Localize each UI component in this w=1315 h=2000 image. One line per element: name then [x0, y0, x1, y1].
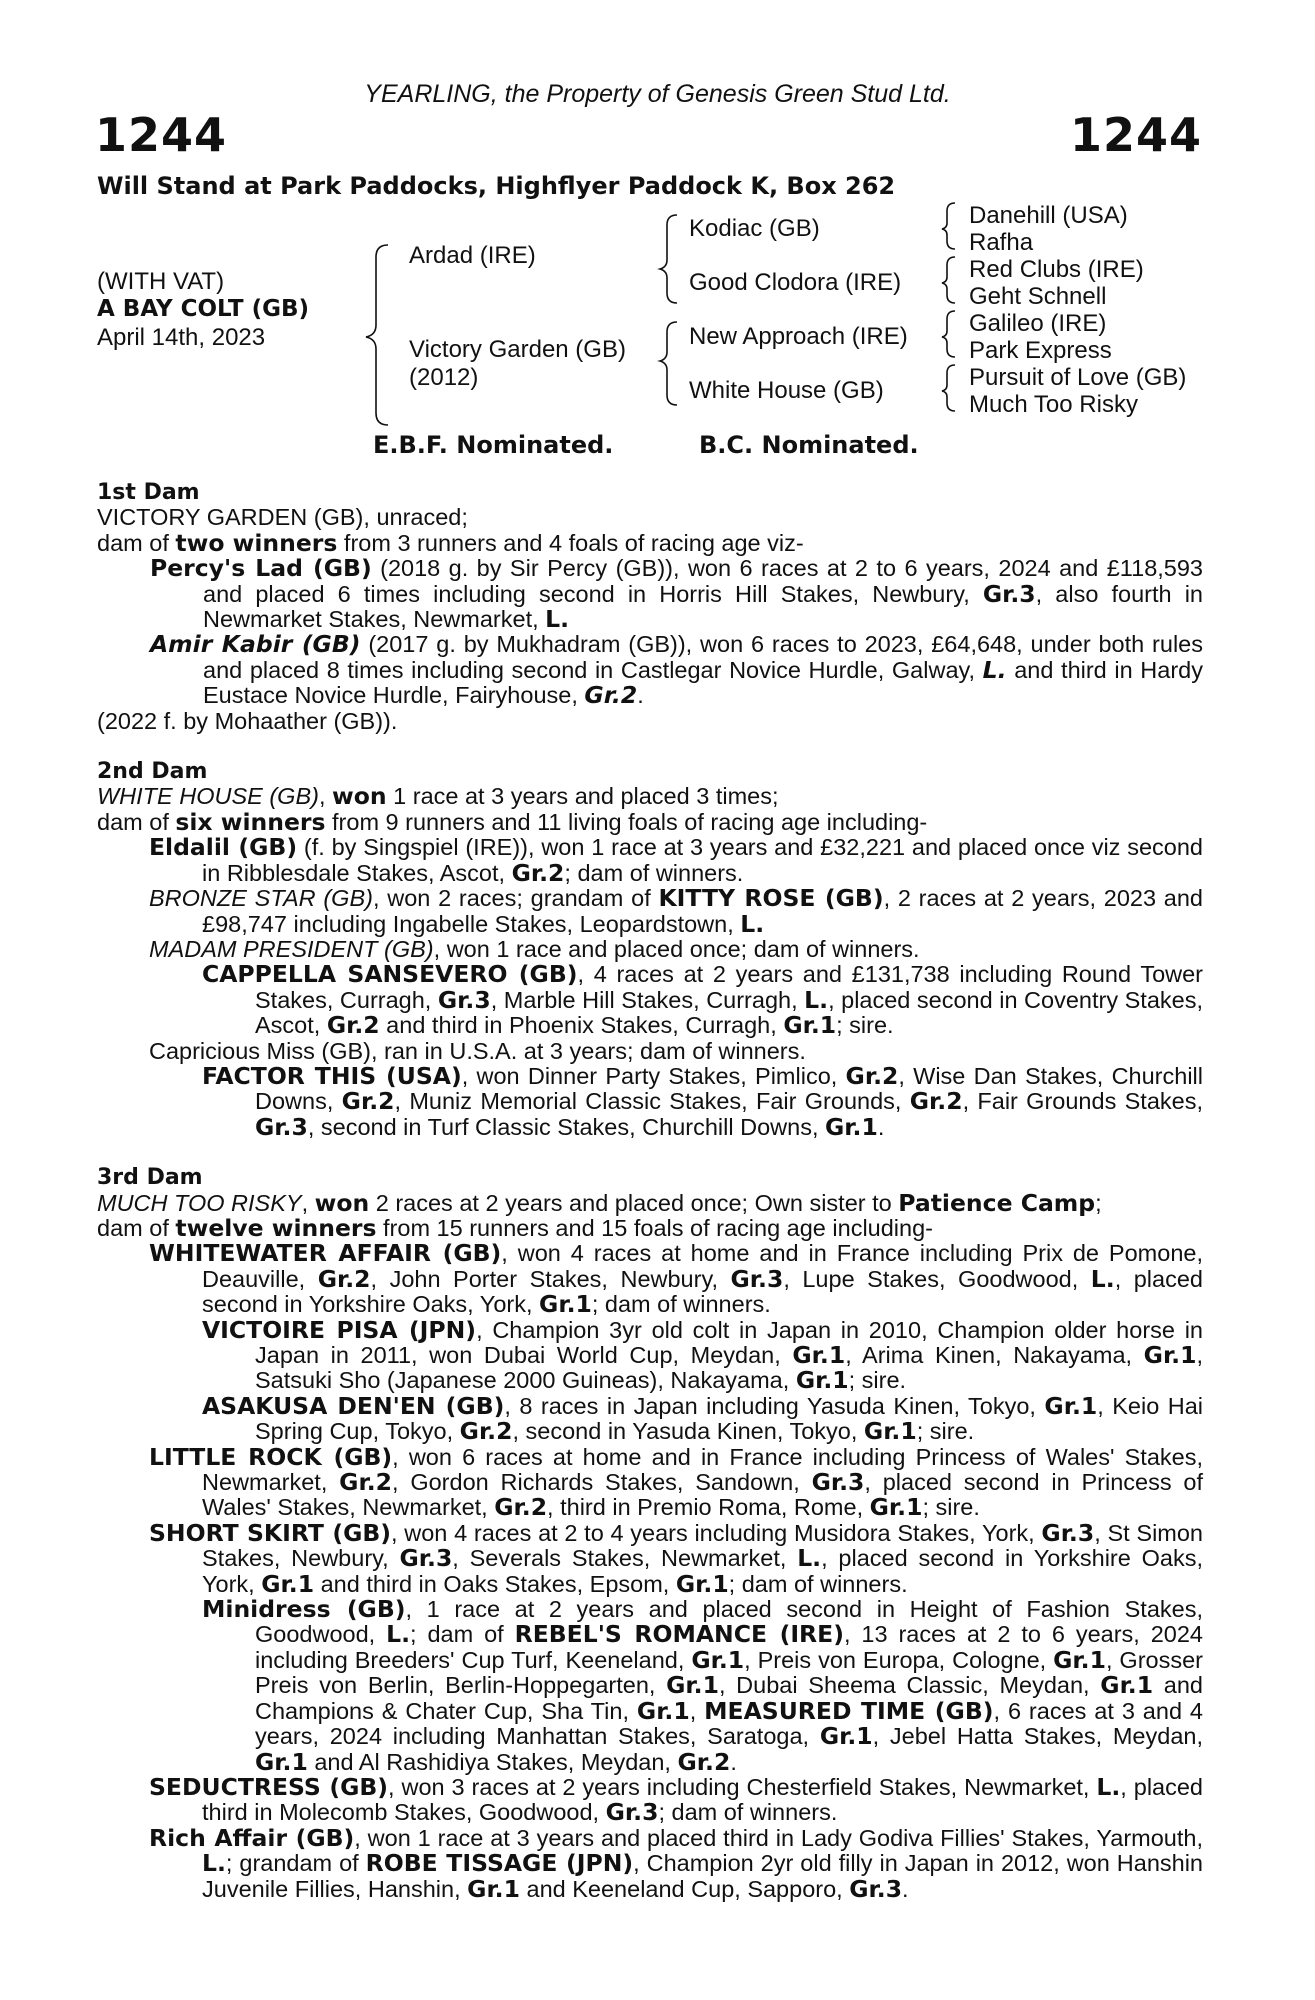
third-dam-line: MUCH TOO RISKY, won 2 races at 2 years and placed once; Own sister to Patience Camp;: [97, 1188, 1102, 1217]
gen3-1: Danehill (USA): [969, 202, 1128, 229]
produce-entry: LITTLE ROCK (GB), won 6 races at home and in France including Princess of Wales' Stakes, Newmarket, Gr.2, Gordon Richards Stakes, Sandown, Gr.3, placed second in Princess of Wales' Stakes, Newmarket, Gr.2, third in Premio Roma, Rome, Gr.1; sire.: [149, 1442, 1203, 1522]
second-dam-heading: 2nd Dam: [97, 759, 208, 785]
gen3-5: Galileo (IRE): [969, 310, 1107, 337]
catalogue-header: YEARLING, the Property of Genesis Green Stud Ltd.: [364, 80, 951, 108]
brace-main: [366, 245, 388, 425]
ebf-nomination: E.B.F. Nominated.: [373, 431, 614, 459]
foaling-date: April 14th, 2023: [97, 324, 266, 351]
gen3-4: Geht Schnell: [969, 283, 1107, 310]
gen3-7: Pursuit of Love (GB): [969, 364, 1187, 391]
lot-number-right: 1244: [1069, 108, 1202, 162]
sire-dam: Good Clodora (IRE): [689, 269, 902, 296]
sire-sire: Kodiac (GB): [689, 215, 820, 242]
produce-entry: Rich Affair (GB), won 1 race at 3 years and placed third in Lady Godiva Fillies' Stakes, Yarmouth, L.; grandam of ROBE TISSAGE (JPN), Champion 2yr old filly in Japan in 2012, won Hanshin Juvenile Fillies, Hanshin, Gr.1 and Keeneland Cup, Sapporo, Gr.3.: [149, 1823, 1203, 1903]
sire-name: Ardad (IRE): [409, 242, 536, 269]
produce-entry: WHITEWATER AFFAIR (GB), won 4 races at home and in France including Prix de Pomone, Deauville, Gr.2, John Porter Stakes, Newbury, Gr.3, Lupe Stakes, Goodwood, L., placed second in Yorkshire Oaks, York, Gr.1; dam of winners.: [149, 1239, 1203, 1319]
second-dam-summary: dam of six winners from 9 runners and 11 living foals of racing age including-: [97, 807, 928, 836]
dam-dam: White House (GB): [689, 377, 884, 404]
gen3-8: Much Too Risky: [969, 391, 1138, 418]
vat-note: (WITH VAT): [97, 268, 225, 295]
produce-entry: FACTOR THIS (USA), won Dinner Party Stakes, Pimlico, Gr.2, Wise Dan Stakes, Churchill Downs, Gr.2, Muniz Memorial Classic Stakes, Fair Grounds, Gr.2, Fair Grounds Stakes, Gr.3, second in Turf Classic Stakes, Churchill Downs, Gr.1.: [202, 1061, 1203, 1141]
produce-entry: SEDUCTRESS (GB), won 3 races at 2 years including Chesterfield Stakes, Newmarket, L., placed third in Molecomb Stakes, Goodwood, Gr.3; dam of winners.: [149, 1772, 1203, 1827]
produce-entry: BRONZE STAR (GB), won 2 races; grandam of KITTY ROSE (GB), 2 races at 2 years, 2023 and £98,747 including Ingabelle Stakes, Leopardstown, L.: [149, 884, 1203, 938]
brace-g2: [942, 257, 955, 303]
lot-number-left: 1244: [95, 108, 228, 162]
first-dam-line: VICTORY GARDEN (GB), unraced;: [97, 504, 468, 531]
gen3-2: Rafha: [969, 229, 1034, 256]
produce-entry: SHORT SKIRT (GB), won 4 races at 2 to 4 years including Musidora Stakes, York, Gr.3, St Simon Stakes, Newbury, Gr.3, Severals Stakes, Newmarket, L., placed second in Yorkshire Oaks, York, Gr.1 and third in Oaks Stakes, Epsom, Gr.1; dam of winners.: [149, 1518, 1204, 1598]
produce-entry: Minidress (GB), 1 race at 2 years and placed second in Height of Fashion Stakes, Goodwood, L.; dam of REBEL'S ROMANCE (IRE), 13 races at 2 to 6 years, 2024 including Breeders' Cup Turf, Keeneland, Gr.1, Preis von Europa, Cologne, Gr.1, Grosser Preis von Berlin, Berlin-Hoppegarten, Gr.1, Dubai Sheema Classic, Meydan, Gr.1 and Champions & Chater Cup, Sha Tin, Gr.1, MEASURED TIME (GB), 6 races at 3 and 4 years, 2024 including Manhattan Stakes, Saratoga, Gr.1, Jebel Hatta Stakes, Meydan, Gr.1 and Al Rashidiya Stakes, Meydan, Gr.2.: [202, 1595, 1204, 1776]
brace-dam: [660, 322, 677, 405]
stand-location: Will Stand at Park Paddocks, Highflyer Paddock K, Box 262: [97, 172, 896, 200]
third-dam-heading: 3rd Dam: [97, 1165, 203, 1191]
gen3-6: Park Express: [969, 337, 1112, 364]
brace-sire: [660, 215, 677, 303]
produce-entry: ASAKUSA DEN'EN (GB), 8 races in Japan including Yasuda Kinen, Tokyo, Gr.1, Keio Hai Spring Cup, Tokyo, Gr.2, second in Yasuda Kinen, Tokyo, Gr.1; sire.: [202, 1391, 1203, 1446]
produce-entry: Percy's Lad (GB) (2018 g. by Sir Percy (GB)), won 6 races at 2 to 6 years, 2024 and £118,593 and placed 6 times including second in Horris Hill Stakes, Newbury, Gr.3, also fourth in Newmarket Stakes, Newmarket, L.: [150, 554, 1203, 634]
lot-name: A BAY COLT (GB): [97, 296, 310, 322]
brace-g3: [942, 311, 955, 357]
second-dam-line: WHITE HOUSE (GB), won 1 race at 3 years and placed 3 times;: [97, 782, 779, 811]
gen3-3: Red Clubs (IRE): [969, 256, 1144, 283]
brace-g4: [942, 365, 955, 411]
produce-entry: MADAM PRESIDENT (GB), won 1 race and placed once; dam of winners.: [149, 935, 920, 962]
produce-entry: CAPPELLA SANSEVERO (GB), 4 races at 2 years and £131,738 including Round Tower Stakes, Curragh, Gr.3, Marble Hill Stakes, Curragh, L., placed second in Coventry Stakes, Ascot, Gr.2 and third in Phoenix Stakes, Curragh, Gr.1; sire.: [202, 960, 1204, 1040]
produce-entry: Amir Kabir (GB) (2017 g. by Mukhadram (GB)), won 6 races to 2023, £64,648, under both rules and placed 8 times including second in Castlegar Novice Hurdle, Galway, L. and third in Hardy Eustace Novice Hurdle, Fairyhouse, Gr.2.: [150, 630, 1203, 710]
dam-year: (2012): [409, 364, 479, 391]
produce-entry: (2022 f. by Mohaather (GB)).: [97, 707, 398, 734]
first-dam-summary: dam of two winners from 3 runners and 4 foals of racing age viz-: [97, 528, 804, 557]
bc-nomination: B.C. Nominated.: [699, 431, 919, 459]
dam-name: Victory Garden (GB): [409, 336, 626, 363]
produce-entry: Eldalil (GB) (f. by Singspiel (IRE)), won 1 race at 3 years and £32,221 and placed once viz second in Ribblesdale Stakes, Ascot, Gr.2; dam of winners.: [149, 833, 1203, 887]
dam-sire: New Approach (IRE): [689, 323, 908, 350]
produce-record: [97, 480, 1203, 1902]
produce-entry: VICTOIRE PISA (JPN), Champion 3yr old colt in Japan in 2010, Champion older horse in Japan in 2011, won Dubai World Cup, Meydan, Gr.1, Arima Kinen, Nakayama, Gr.1, Satsuki Sho (Japanese 2000 Guineas), Nakayama, Gr.1; sire.: [202, 1315, 1203, 1395]
third-dam-summary: dam of twelve winners from 15 runners and 15 foals of racing age including-: [97, 1213, 933, 1242]
brace-g1: [942, 203, 955, 249]
produce-entry: Capricious Miss (GB), ran in U.S.A. at 3 years; dam of winners.: [149, 1037, 806, 1064]
first-dam-heading: 1st Dam: [97, 480, 200, 505]
